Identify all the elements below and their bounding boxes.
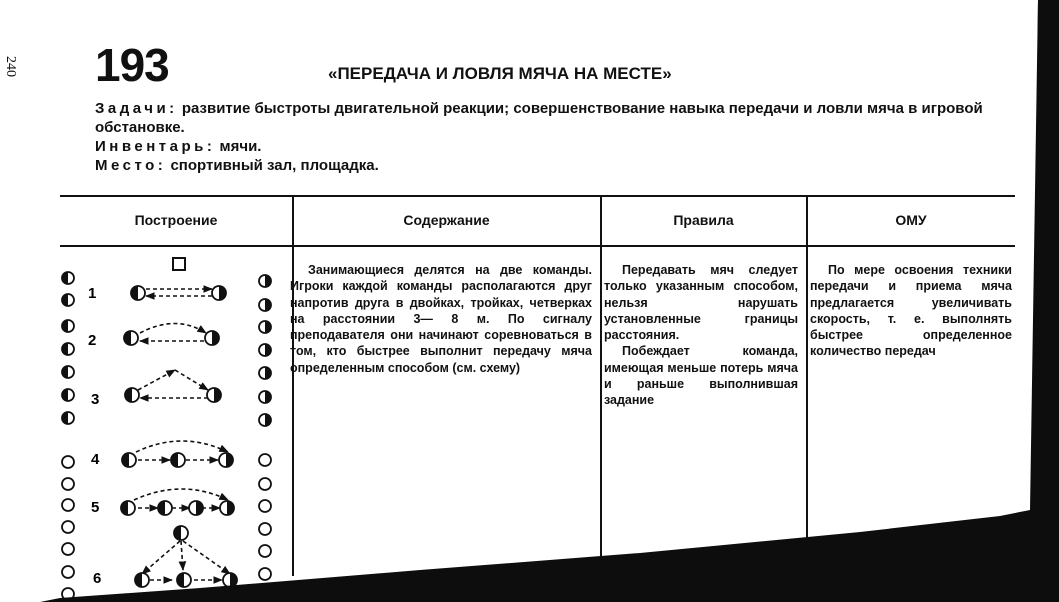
omu-text: По мере освоения техники передачи и приема мяча предлагается увеличивать скорость, т. е. выполнять быстрее определенное количество передач [810,263,1012,359]
formation-number-5: 5 [91,499,100,516]
formation-number-2: 2 [88,332,97,349]
content-text: Занимающиеся делятся на две команды. Игроки каждой команды располагаются друг напротив друга в двойках, тройках, четверках на расстоянии 3— 8 м. По сигналу преподавателя они начинают соревноваться в том, кто быстрее выполнит передачу мяча определенным способом (см. схему) [290,263,592,375]
equipment-label: Инвентарь: [95,138,216,155]
formation-number-4: 4 [91,451,100,468]
header-omu: ОМУ [895,212,927,228]
formation-number-3: 3 [91,391,100,408]
game-number: 193 [95,39,169,91]
header-formation: Построение [134,212,218,228]
formation-number-6: 6 [93,570,102,587]
equipment-text: мячи. [219,138,262,155]
rules-paragraph-1: Передавать мяч следует только указанным способом, нельзя нарушать установленные границы расстояния. [604,263,798,343]
place-text: спортивный зал, площадка. [170,157,379,174]
place-label: Место: [95,157,167,174]
tasks-text: развитие быстроты двигательной реакции; совершенствование навыка передачи и ловли мяча в игровой обстановке. [95,100,983,136]
rules-paragraph-2: Побеждает команда, имеющая меньше потерь мяча и раньше выполнившая задание [604,344,798,408]
header-rules: Правила [673,212,734,228]
header-content: Содержание [403,212,490,228]
page-number: 240 [3,56,18,77]
game-title: «ПЕРЕДАЧА И ЛОВЛЯ МЯЧА НА МЕСТЕ» [328,64,672,83]
tasks-label: Задачи: [95,100,178,117]
formation-number-1: 1 [88,285,97,302]
